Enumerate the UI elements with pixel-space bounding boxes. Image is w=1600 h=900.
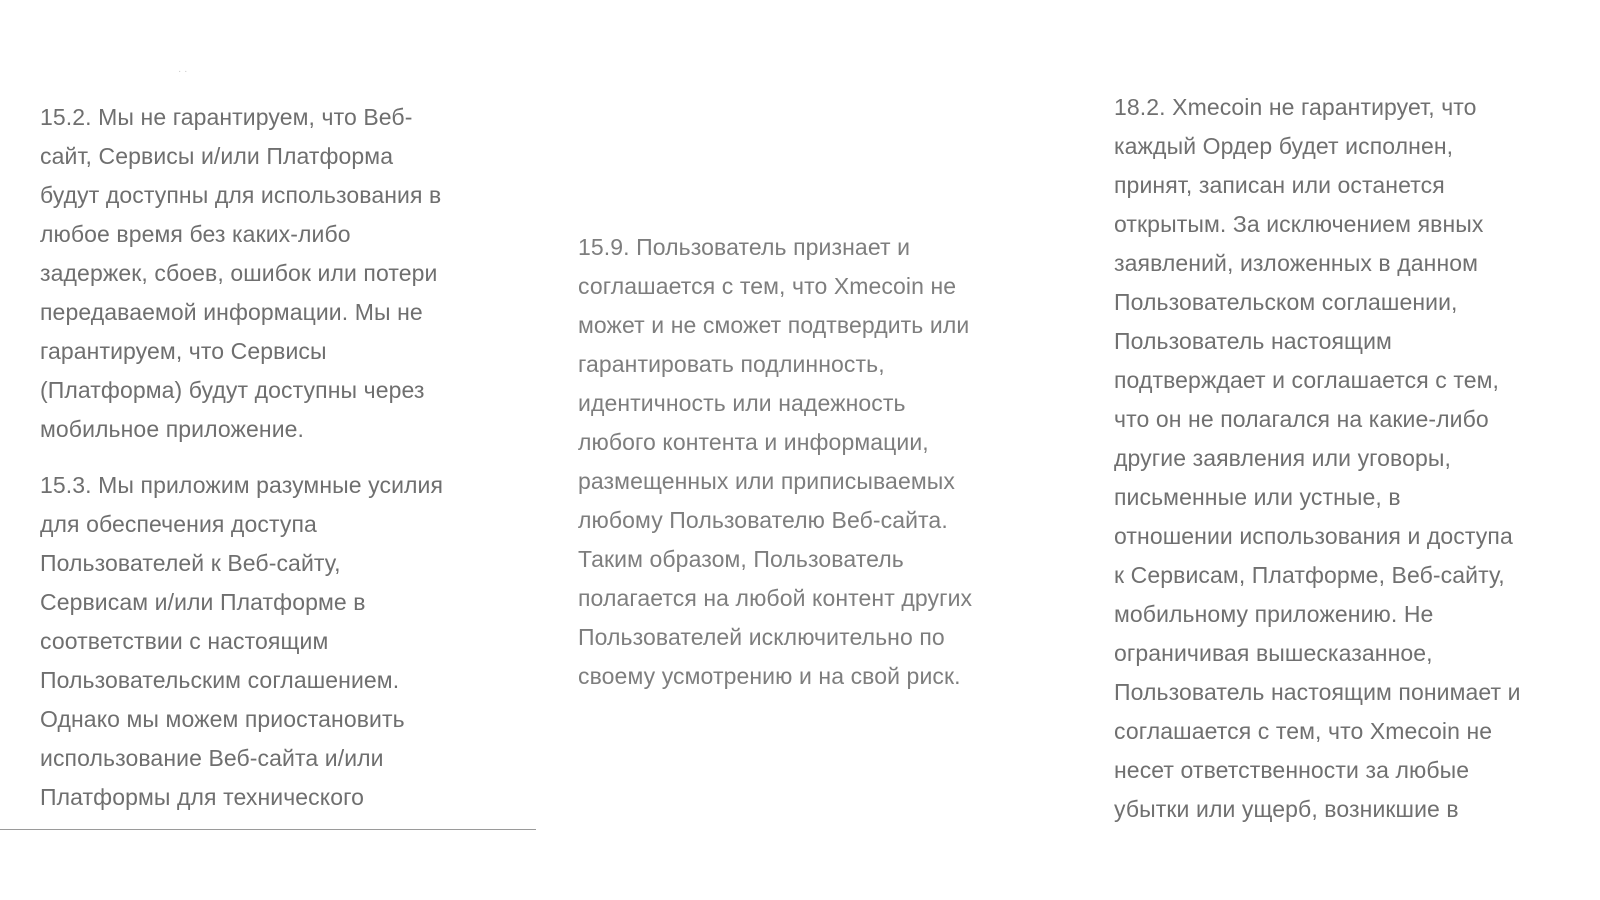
text-line: открытым. За исключением явных: [1114, 211, 1484, 237]
text-line: Пользовательском соглашении,: [1114, 289, 1458, 315]
text-line: идентичность или надежность: [578, 390, 906, 416]
text-line: мобильному приложению. Не: [1114, 601, 1434, 627]
text-line: любое время без каких-либо: [40, 221, 351, 247]
text-line: гарантировать подлинность,: [578, 351, 885, 377]
clause-15-3: [40, 466, 500, 817]
clause-18-2: [1114, 88, 1576, 829]
text-line: своему усмотрению и на свой риск.: [578, 663, 961, 689]
text-line: Пользователь настоящим понимает и: [1114, 679, 1521, 705]
text-line: к Сервисам, Платформе, Веб-сайту,: [1114, 562, 1505, 588]
text-line: 15.9. Пользователь признает и: [578, 234, 911, 260]
text-line: Пользователей исключительно по: [578, 624, 945, 650]
text-line: 18.2. Xmecoin не гарантирует, что: [1114, 94, 1477, 120]
text-line: Однако мы можем приостановить: [40, 706, 405, 732]
section-divider: [0, 829, 536, 830]
text-line: ограничивая вышесказанное,: [1114, 640, 1433, 666]
text-line: Пользовательским соглашением.: [40, 667, 400, 693]
text-line: соглашается с тем, что Xmecoin не: [578, 273, 957, 299]
text-line: подтверждает и соглашается с тем,: [1114, 367, 1500, 393]
text-line: Платформы для технического: [40, 784, 364, 810]
text-line: что он не полагался на какие-либо: [1114, 406, 1489, 432]
text-line: несет ответственности за любые: [1114, 757, 1470, 783]
text-line: использование Веб-сайта и/или: [40, 745, 384, 771]
text-line: 15.3. Мы приложим разумные усилия: [40, 472, 444, 498]
text-line: может и не сможет подтвердить или: [578, 312, 970, 338]
text-line: передаваемой информации. Мы не: [40, 299, 423, 325]
text-line: мобильное приложение.: [40, 416, 305, 442]
text-line: принят, записан или останется: [1114, 172, 1445, 198]
text-line: письменные или устные, в: [1114, 484, 1401, 510]
text-line: Пользователь настоящим: [1114, 328, 1392, 354]
text-line: полагается на любой контент других: [578, 585, 973, 611]
text-line: соглашается с тем, что Xmecoin не: [1114, 718, 1493, 744]
text-line: размещенных или приписываемых: [578, 468, 955, 494]
text-line: гарантируем, что Сервисы: [40, 338, 327, 364]
text-line: любому Пользователю Веб-сайта.: [578, 507, 948, 533]
middle-column: [578, 228, 1048, 696]
text-line: каждый Ордер будет исполнен,: [1114, 133, 1454, 159]
clause-15-9: [578, 228, 1048, 696]
text-line: соответствии с настоящим: [40, 628, 329, 654]
text-line: задержек, сбоев, ошибок или потери: [40, 260, 438, 286]
clause-15-2: [40, 98, 500, 449]
text-line: (Платформа) будут доступны через: [40, 377, 425, 403]
text-line: отношении использования и доступа: [1114, 523, 1513, 549]
text-line: заявлений, изложенных в данном: [1114, 250, 1479, 276]
text-line: любого контента и информации,: [578, 429, 929, 455]
text-line: Таким образом, Пользователь: [578, 546, 904, 572]
text-line: сайт, Сервисы и/или Платформа: [40, 143, 394, 169]
text-line: Сервисам и/или Платформе в: [40, 589, 366, 615]
text-line: убытки или ущерб, возникшие в: [1114, 796, 1459, 822]
text-line: 15.2. Мы не гарантируем, что Веб-: [40, 104, 413, 130]
text-line: для обеспечения доступа: [40, 511, 317, 537]
text-line: другие заявления или уговоры,: [1114, 445, 1452, 471]
text-line: Пользователей к Веб-сайту,: [40, 550, 341, 576]
text-line: будут доступны для использования в: [40, 182, 442, 208]
left-column: [40, 98, 500, 817]
decorative-specks: · ·: [178, 66, 188, 77]
right-column: [1114, 88, 1576, 829]
